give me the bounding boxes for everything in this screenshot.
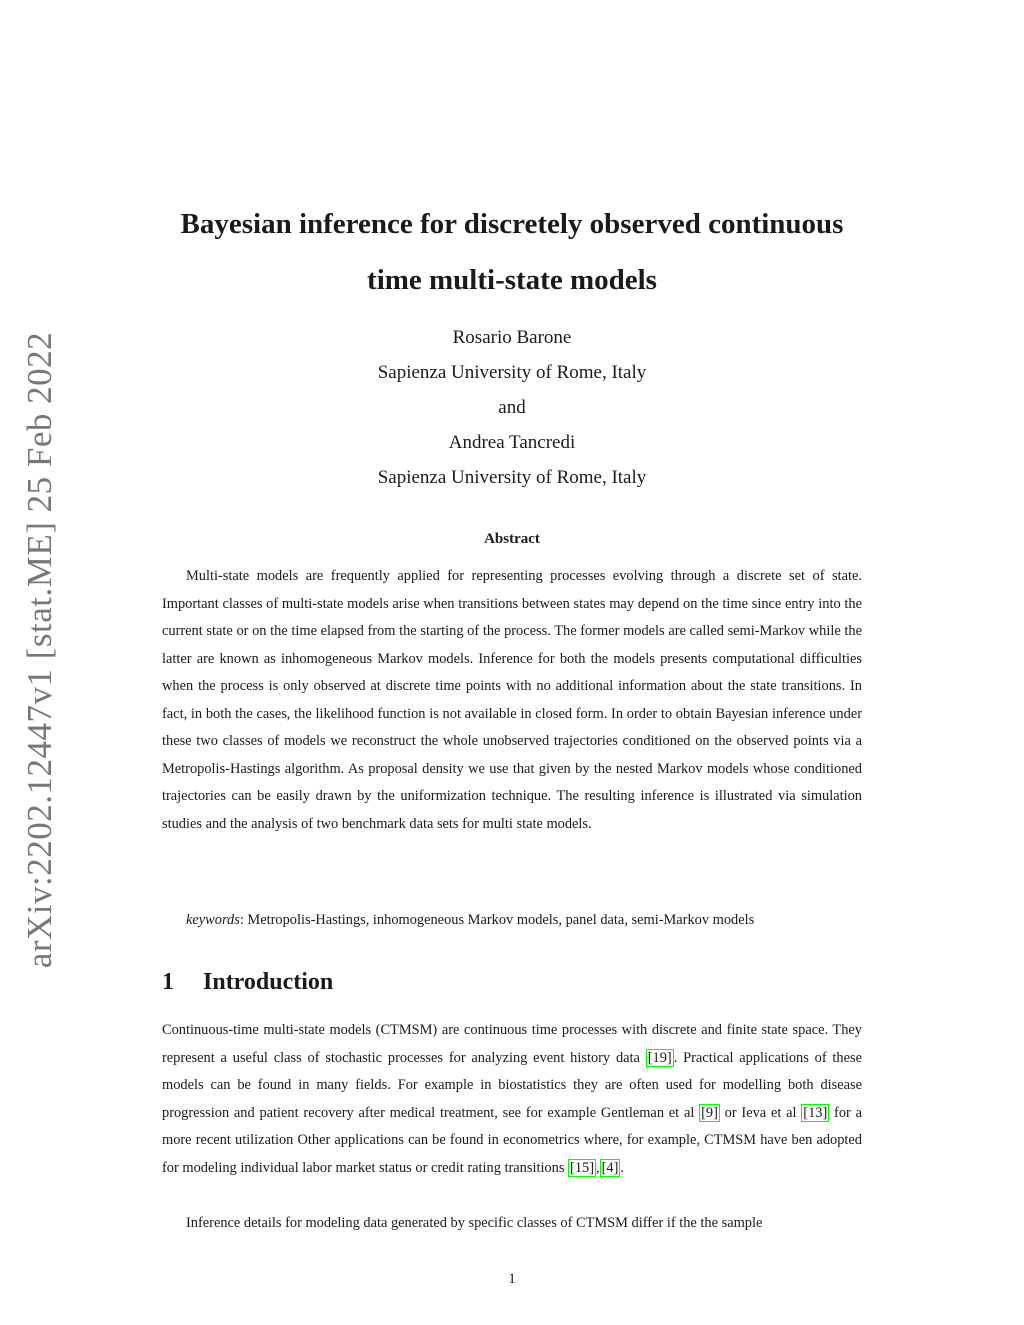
abstract-body: Multi-state models are frequently applied for representing processes evolving through a discrete set of state. Important classes of multi-state models arise when transitions between states may depend on the time since entry into the current state or on the time elapsed from the starting of the process. The former models are called semi-Markov while the latter are known as inhomogeneous Markov models. Inference for both the models presents computational difficulties when the process is only observed at discrete time points with no additional information about the state transitions. In fact, in both the cases, the likelihood function is not available in closed form. In order to obtain Bayesian inference under these two classes of models we reconstruct the whole unobserved trajectories conditioned on the observed points via a Metropolis-Hastings algorithm. As proposal density we use that given by the nested Markov models whose conditioned trajectories can be easily drawn by the uniformization technique. The resulting inference is illustrated via simulation studies and the analysis of two benchmark data sets for multi state models. bbox=[162, 568, 862, 832]
author-name: Rosario Barone bbox=[452, 327, 572, 348]
citation-link-4[interactable]: [4] bbox=[601, 1159, 619, 1176]
author-name: Andrea Tancredi bbox=[448, 432, 576, 453]
page-number: 1 bbox=[508, 1271, 516, 1287]
citation-link-9[interactable]: [9] bbox=[701, 1104, 718, 1121]
intro-text: . bbox=[620, 1159, 625, 1176]
section-title: Introduction bbox=[203, 969, 334, 995]
intro-text: or Ieva et al bbox=[719, 1104, 802, 1121]
author-conjunction: and bbox=[498, 397, 526, 418]
citation-link-13[interactable]: [13] bbox=[803, 1104, 828, 1121]
intro-text: Continuous-time multi-state models (CTMSM) are continuous time processes with discrete and finite state space. They represent a useful class of stochastic processes for analyzing event history data bbox=[162, 1022, 862, 1066]
citation-link-15[interactable]: [15] bbox=[570, 1159, 595, 1176]
arxiv-identifier-stamp: arXiv:2202.12447v1 [stat.ME] 25 Feb 2022 bbox=[20, 331, 59, 969]
paper-title-line-1: Bayesian inference for discretely observed continuous bbox=[180, 208, 844, 240]
section-heading-introduction bbox=[162, 969, 333, 996]
intro-paragraph-1 bbox=[162, 1017, 862, 1182]
intro-paragraph-2: Inference details for modeling data generated by specific classes of CTMSM differ if the the sample bbox=[186, 1215, 763, 1231]
paper-title-line-2: time multi-state models bbox=[367, 264, 657, 296]
author-block bbox=[262, 320, 762, 495]
citation-separator: , bbox=[596, 1159, 600, 1176]
paper-title bbox=[110, 196, 914, 308]
intro-text: . Practical applications of these models can be found in many fields. For example in biostatistics they are often used for modelling both disease progression and patient recovery after medical treatment, see for example Gentleman et al bbox=[162, 1049, 862, 1121]
keywords-line bbox=[186, 910, 862, 930]
author-affiliation: Sapienza University of Rome, Italy bbox=[377, 467, 647, 488]
keywords-label: keywords bbox=[186, 912, 240, 928]
author-affiliation: Sapienza University of Rome, Italy bbox=[377, 362, 647, 383]
abstract-heading: Abstract bbox=[484, 531, 540, 547]
citation-link-19[interactable]: [19] bbox=[647, 1049, 672, 1066]
intro-text: for a more recent utilization Other applications can be found in econometrics where, for example, CTMSM have ben adopted for modeling individual labor market status or credit rating transitions bbox=[162, 1104, 862, 1176]
keywords-text: : Metropolis-Hastings, inhomogeneous Markov models, panel data, semi-Markov models bbox=[239, 912, 755, 928]
section-number: 1 bbox=[162, 969, 174, 995]
